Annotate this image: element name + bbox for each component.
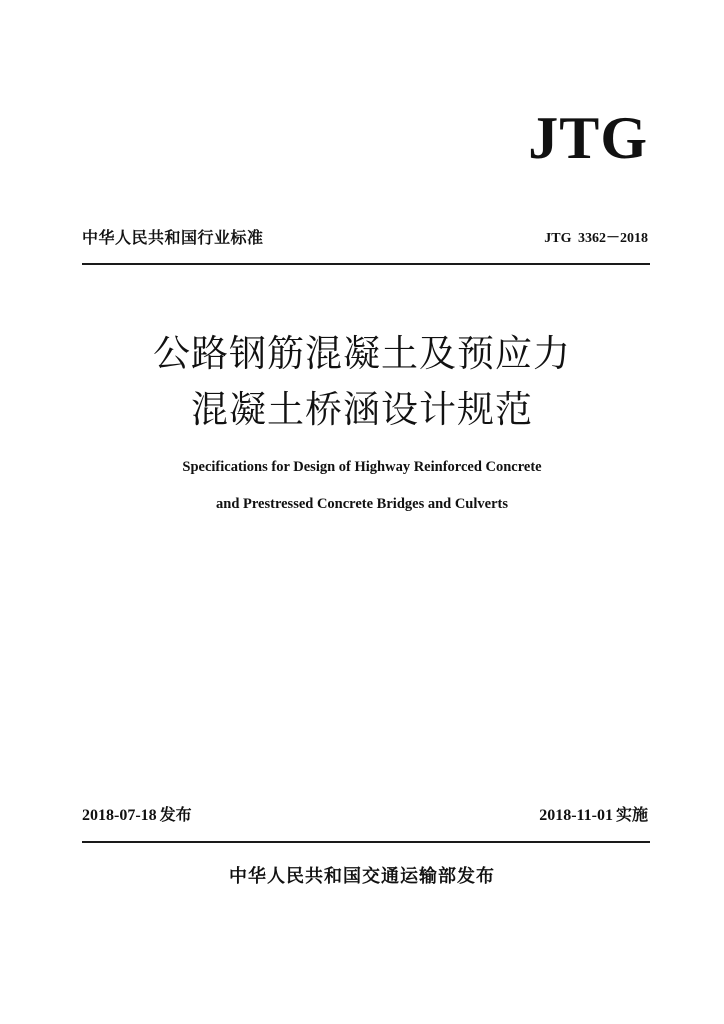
title-cn-line1: 公路钢筋混凝土及预应力 [153, 332, 571, 375]
title-en-line2: and Prestressed Concrete Bridges and Culverts [216, 496, 508, 512]
title-cn-line2: 混凝土桥涵设计规范 [191, 388, 533, 431]
title-en-line1: Specifications for Design of Highway Reinforced Concrete [182, 459, 542, 475]
issue-date-value: 2018-07-18 [82, 807, 157, 824]
implementation-date-label: 实施 [615, 805, 648, 824]
publisher: 中华人民共和国交通运输部发布 [229, 866, 495, 887]
standard-number: JTG 3362－2018 [544, 231, 648, 246]
implementation-date [539, 805, 648, 826]
standard-type: 中华人民共和国行业标准 [82, 228, 264, 247]
issue-date-label: 发布 [159, 805, 192, 824]
top-divider [82, 263, 650, 265]
implementation-date-value: 2018-11-01 [539, 807, 613, 824]
issue-date [82, 805, 192, 826]
bottom-divider [82, 841, 650, 843]
jtg-logo: JTG [528, 105, 648, 171]
